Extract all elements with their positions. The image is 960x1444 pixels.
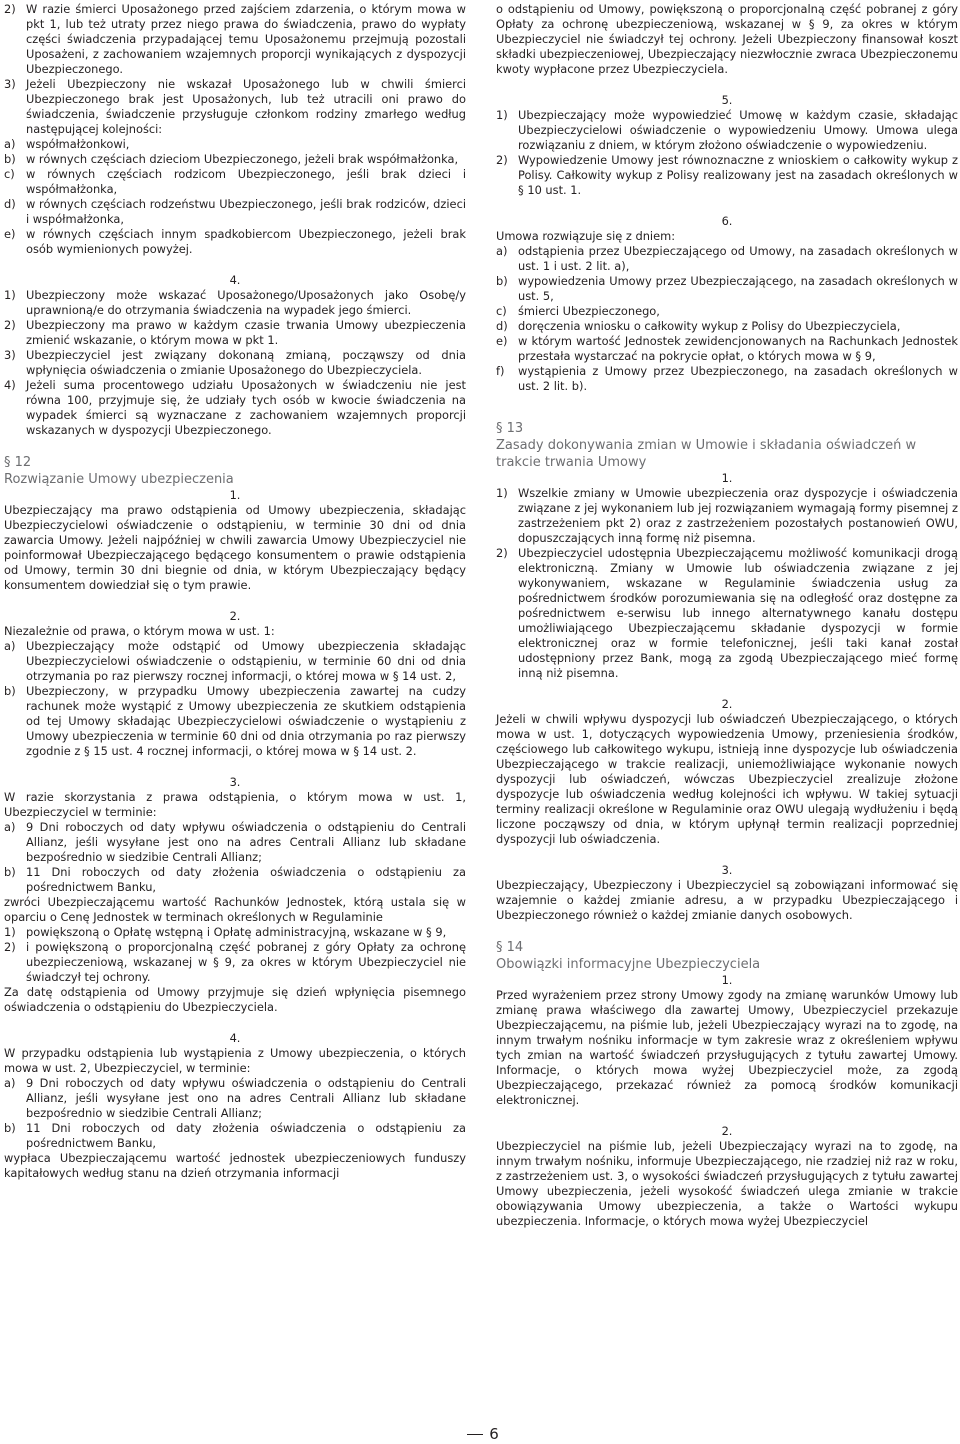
list-item [4,1121,466,1151]
list-item [4,197,466,227]
item-marker: a) [4,137,16,151]
paragraph-number: 5. [721,93,733,107]
section-number: § 14 [496,940,524,955]
item-text: śmierci Ubezpieczonego, [518,304,660,318]
item-marker: 4) [4,378,16,392]
paragraph-number: 2. [721,1124,733,1138]
item-text: Ubezpieczyciel jest związany dokonaną zmianą, począwszy od dnia wpłynięcia oświadczenia o zmianie Uposażonego do Ubezpieczyciela. [26,348,466,377]
list-item [4,1076,466,1121]
item-text: Ubezpieczyciel udostępnia Ubezpieczającemu możliwość komunikacji drogą elektroniczną. Zmiany w Umowie lub oświadczenia związane z jej wykonywaniem, wskazane w Regulaminie świadczenia usług za pośrednictwem środków porozumiewania się na odległość oraz dostępne za pośrednictwem e-serwisu lub innego alternatywnego kanału dostępu umożliwiającego Ubezpieczającemu składanie dyspozycji w formie elektronicznej oraz w formie telefonicznej, jeśli taki kanał został udostępniony przez Bank, mogą za zgodą Ubezpieczającego mieć formę inną niż pisemna. [518,546,958,680]
item-marker: a) [4,639,16,653]
paragraph-text: Za datę odstąpienia od Umowy przyjmuje się dzień wpłynięcia pisemnego oświadczenia o odstąpieniu do Ubezpieczyciela. [4,985,466,1014]
list-item [496,486,958,546]
item-marker: a) [4,1076,16,1090]
item-text: 9 Dni roboczych od daty wpływu oświadczenia o odstąpieniu do Centrali Allianz, jeśli wysyłane jest ono na adres Centrali Allianz lub składane bezpośrednio w siedzibie Centrali Allianz; [26,1076,466,1120]
paragraph-text: Jeżeli w chwili wpływu dyspozycji lub oświadczeń Ubezpieczającego, o których mowa w ust. 1, dotyczących wypowiedzenia Umowy, przeniesienia środków, częściowego lub całkowitego wykupu, istnieją inne dyspozycje lub oświadczenia Ubezpieczającego w trakcie realizacji, uniemożliwiające wykonanie nowych dyspozycji lub oświadczeń, wówczas Ubezpieczyciel zrealizuje złożone dyspozycje lub oświadczenia według kolejności ich wpływu. W takiej sytuacji terminy realizacji określone w Regulaminie oraz OWU ulegają wydłużeniu i będą liczone począwszy od dnia, w którym upłynął termin realizacji poprzedniej dyspozycji lub oświadczenia. [496,712,958,846]
item-marker: 2) [496,546,508,560]
section-title: Obowiązki informacyjne Ubezpieczyciela [496,957,761,972]
item-marker: f) [496,364,505,378]
item-marker: 1) [496,108,508,122]
paragraph-text: wypłaca Ubezpieczającemu wartość jednostek ubezpieczeniowych funduszy kapitałowych według stanu na dzień otrzymania informacji [4,1151,466,1180]
item-marker: e) [4,227,16,241]
section-title: Zasady dokonywania zmian w Umowie i składania oświadczeń w trakcie trwania Umowy [496,438,917,470]
item-text: doręczenia wniosku o całkowity wykup z Polisy do Ubezpieczyciela, [518,319,901,333]
item-marker: b) [4,684,16,698]
list-item [496,546,958,681]
list-item [496,364,958,394]
item-text: odstąpienia przez Ubezpieczającego od Umowy, na zasadach określonych w ust. 1 i ust. 2 lit. a), [518,244,958,273]
list-item [4,318,466,348]
item-marker: b) [4,152,16,166]
item-marker: 2) [496,153,508,167]
list-item [4,348,466,378]
list-item [496,244,958,274]
list-item [4,288,466,318]
list-item [496,304,958,319]
paragraph-number: 3. [721,863,733,877]
left-column [4,0,466,1181]
page-number: 6 [489,1425,499,1443]
list-item [4,639,466,684]
paragraph-text: W razie skorzystania z prawa odstąpienia, o którym mowa w ust. 1, Ubezpieczyciel w terminie: [4,790,466,819]
list-item [4,137,466,152]
item-marker: d) [4,197,16,211]
paragraph-number: 6. [721,214,733,228]
item-marker: 1) [4,925,16,939]
item-marker: e) [496,334,508,348]
right-column [496,0,958,1229]
item-marker: 3) [4,77,16,91]
list-item [4,77,466,137]
item-text: powiększoną o Opłatę wstępną i Opłatę administracyjną, wskazane w § 9, [26,925,447,939]
item-text: wystąpienia z Umowy przez Ubezpieczonego, na zasadach określonych w ust. 2 lit. b). [518,364,958,393]
item-text: w równych częściach innym spadkobiercom Ubezpieczonego, jeżeli brak osób wymienionych powyżej. [26,227,466,256]
list-item [4,227,466,257]
list-item [4,378,466,438]
item-marker: 2) [4,2,16,16]
paragraph-text: Przed wyrażeniem przez strony Umowy zgody na zmianę warunków Umowy lub zmianę prawa właściwego dla zawartej Umowy, Ubezpieczyciel przekazuje Ubezpieczającemu, na piśmie lub, jeżeli Ubezpieczający wyrazi na to zgodę, na innym trwałym nośniku informacje w tym zakresie wraz z określeniem wpływu tych zmian na wartość świadczeń przysługujących z tytułu zawartej Umowy. Informacje, o których mowa wyżej Ubezpieczyciel może, za zgodą Ubezpieczającego, przekazać również za pomocą środków komunikacji elektronicznej. [496,988,958,1107]
item-marker: d) [496,319,508,333]
item-marker: b) [4,1121,16,1135]
list-item [4,152,466,167]
paragraph-number: 4. [229,273,241,287]
paragraph-text: W przypadku odstąpienia lub wystąpienia z Umowy ubezpieczenia, o których mowa w ust. 2, Ubezpieczyciel, w terminie: [4,1046,466,1075]
section-number: § 13 [496,421,524,436]
item-text: wypowiedzenia Umowy przez Ubezpieczającego, na zasadach określonych w ust. 5, [518,274,958,303]
item-text: w którym wartość Jednostek zewidencjonowanych na Rachunkach Jednostek przestała wystarczać na pokrycie opłat, o których mowa w § 9, [518,334,958,363]
item-text: w równych częściach dzieciom Ubezpieczonego, jeżeli brak współmałżonka, [26,152,459,166]
item-text: 11 Dni roboczych od daty złożenia oświadczenia o odstąpieniu za pośrednictwem Banku, [26,865,466,894]
footer-dash [467,1434,483,1436]
list-item [496,319,958,334]
paragraph-number: 1. [721,973,733,987]
paragraph-number: 3. [229,775,241,789]
paragraph-text: Ubezpieczyciel na piśmie lub, jeżeli Ubezpieczający wyrazi na to zgodę, na innym trwałym nośniku, informuje Ubezpieczającego, nie rzadziej niż raz w roku, z zastrzeżeniem ust. 3, o wysokości świadczeń przysługujących z tytułu zawartej Umowy ubezpieczenia, jeżeli wysokość świadczeń ulega zmianie w trakcie obowiązywania Umowy ubezpieczenia, a także o Wartości wykupu ubezpieczenia. Informacje, o których mowa wyżej Ubezpieczyciel [496,1139,958,1228]
item-marker: c) [496,304,507,318]
item-marker: 1) [4,288,16,302]
list-item [4,940,466,985]
item-text: Ubezpieczony ma prawo w każdym czasie trwania Umowy ubezpieczenia zmienić wskazanie, o którym mowa w pkt 1. [26,318,466,347]
list-item [4,820,466,865]
item-text: Jeżeli suma procentowego udziału Uposażonych w świadczeniu nie jest równa 100, przyjmuje się, że udziały tych osób w kwocie świadczenia na wypadek śmierci są wyznaczane z zachowaniem wzajemnych proporcji wskazanych w dyspozycji Ubezpieczonego. [26,378,466,437]
section-title: Rozwiązanie Umowy ubezpieczenia [4,472,234,487]
item-text: W razie śmierci Uposażonego przed zajściem zdarzenia, o którym mowa w pkt 1, lub też utraty przez niego prawa do świadczenia, prawo do wypłaty części świadczenia przypadającej temu Uposażonemu przejmują pozostali Uposażeni, z zachowaniem wzajemnych proporcji wynikających z dyspozycji Ubezpieczonego. [26,2,466,76]
item-text: Ubezpieczający może odstąpić od Umowy ubezpieczenia składając Ubezpieczycielowi oświadczenie o odstąpieniu, w terminie 60 dni od dnia otrzymania po raz pierwszy rocznej informacji, o której mowa w § 14 ust. 2, [26,639,466,683]
paragraph-text: Ubezpieczający, Ubezpieczony i Ubezpieczyciel są zobowiązani informować się wzajemnie o każdej zmianie adresu, a w przypadku Ubezpieczającego i Ubezpieczonego również o każdej zmianie danych osobowych. [496,878,958,922]
item-marker: a) [4,820,16,834]
item-text: Ubezpieczający może wypowiedzieć Umowę w każdym czasie, składając Ubezpieczycielowi oświadczenie o wypowiedzeniu Umowy. Umowa ulega rozwiązaniu z dniem, w którym złożono oświadczenie o wypowiedzeniu. [518,108,958,152]
item-marker: 3) [4,348,16,362]
paragraph-number: 2. [721,697,733,711]
list-item [4,925,466,940]
item-text: w równych częściach rodzeństwu Ubezpieczonego, jeśli brak rodziców, dzieci i współmałżonka, [26,197,466,226]
item-text: Ubezpieczony może wskazać Uposażonego/Uposażonych jako Osobę/y uprawnioną/e do otrzymania świadczenia na wypadek jego śmierci. [26,288,466,317]
list-item [496,153,958,198]
item-marker: c) [4,167,15,181]
item-text: 9 Dni roboczych od daty wpływu oświadczenia o odstąpieniu do Centrali Allianz, jeśli wysyłane jest ono na adres Centrali Allianz lub składane bezpośrednio w siedzibie Centrali Allianz; [26,820,466,864]
item-marker: b) [496,274,508,288]
list-item [4,167,466,197]
item-text: Jeżeli Ubezpieczony nie wskazał Uposażonego lub w chwili śmierci Ubezpieczonego brak jest Uposażonych, lub też utracili oni prawo do świadczenia, świadczenie przysługuje członkom rodziny zmarłego według następującej kolejności: [26,77,466,136]
item-text: Wypowiedzenie Umowy jest równoznaczne z wnioskiem o całkowity wykup z Polisy. Całkowity wykup z Polisy realizowany jest na zasadach określonych w § 10 ust. 1. [518,153,958,197]
page-footer [0,1425,960,1444]
item-text: współmałżonkowi, [26,137,130,151]
list-item [4,865,466,895]
paragraph-number: 2. [229,609,241,623]
list-item [496,274,958,304]
item-marker: a) [496,244,508,258]
paragraph-text: o odstąpieniu od Umowy, powiększoną o proporcjonalną część pobranej z góry Opłaty za ochronę ubezpieczeniową, wskazanej w § 9, za okres w którym Ubezpieczyciel nie świadczył tej ochrony. Jeżeli Ubezpieczony finansował koszt składki ubezpieczeniowej, Ubezpieczający niezwłocznie zwraca Ubezpieczonemu kwoty wypłacone przez Ubezpieczyciela. [496,2,958,76]
paragraph-text: Niezależnie od prawa, o którym mowa w ust. 1: [4,624,275,638]
list-item [4,684,466,759]
paragraph-text: zwróci Ubezpieczającemu wartość Rachunków Jednostek, którą ustala się w oparciu o Cenę Jednostek w terminach określonych w Regulaminie [4,895,466,924]
list-item [4,2,466,77]
paragraph-number: 1. [229,488,241,502]
item-text: 11 Dni roboczych od daty złożenia oświadczenia o odstąpieniu za pośrednictwem Banku, [26,1121,466,1150]
section-number: § 12 [4,455,32,470]
item-marker: 1) [496,486,508,500]
paragraph-text: Umowa rozwiązuje się z dniem: [496,229,676,243]
item-marker: b) [4,865,16,879]
list-item [496,108,958,153]
paragraph-text: Ubezpieczający ma prawo odstąpienia od Umowy ubezpieczenia, składając Ubezpieczycielowi oświadczenie o odstąpieniu, w terminie 30 dni od dnia zawarcia Umowy. Jeżeli najpóźniej w chwili zawarcia Umowy Ubezpieczyciel nie poinformował Ubezpieczającego będącego konsumentem o prawie odstąpienia od Umowy, termin 30 dni biegnie od dnia, w którym Ubezpieczający będący konsumentem dowiedział się o tym prawie. [4,503,466,592]
item-text: i powiększoną o proporcjonalną część pobranej z góry Opłaty za ochronę ubezpieczeniową, wskazanej w § 9, za okres w którym Ubezpieczyciel nie świadczył tej ochrony. [26,940,466,984]
paragraph-number: 4. [229,1031,241,1045]
item-text: w równych częściach rodzicom Ubezpieczonego, jeśli brak dzieci i współmałżonka, [26,167,466,196]
list-item [496,334,958,364]
item-marker: 2) [4,318,16,332]
item-text: Ubezpieczony, w przypadku Umowy ubezpieczenia zawartej na cudzy rachunek może wystąpić z Umowy ubezpieczenia ze skutkiem odstąpienia od tej Umowy składając Ubezpieczycielowi oświadczenie o wystąpieniu z Umowy ubezpieczenia w terminie 60 dni od dnia otrzymania po raz pierwszy zgodnie z § 15 ust. 4 rocznej informacji, o której mowa w § 14 ust. 2. [26,684,466,758]
item-marker: 2) [4,940,16,954]
paragraph-number: 1. [721,471,733,485]
item-text: Wszelkie zmiany w Umowie ubezpieczenia oraz dyspozycje i oświadczenia związane z jej wykonaniem lub jej rozwiązaniem wymagają formy pisemnej z zastrzeżeniem pkt 2) oraz z zastrzeżeniem pozostałych postanowień OWU, dopuszczających inną formę niż pisemna. [518,486,958,545]
